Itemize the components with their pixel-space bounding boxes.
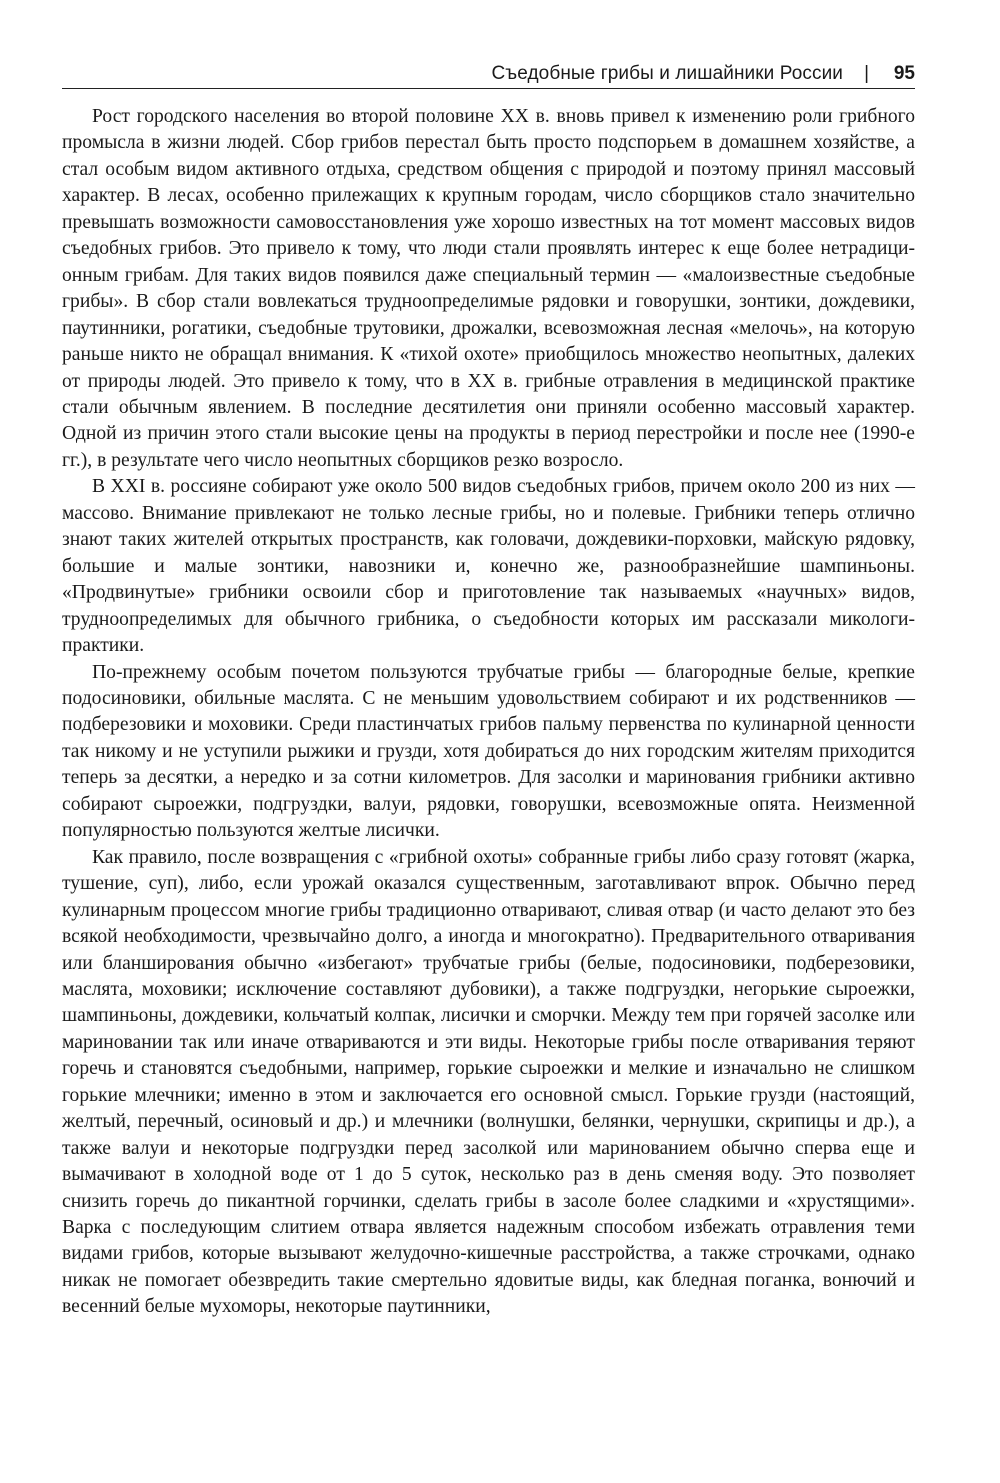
running-header-title: Съедобные грибы и лишайники России — [491, 63, 843, 84]
paragraph-4: Как правило, после возвращения с «грибной охоты» собранные грибы либо сразу готовят (жарка, тушение, суп), либо, если урожай оказался существенным, заготавливают впрок. Обычно перед кулинарным процессом многие грибы традиционно отваривают, сливая отвар (и часто делают это без всякой необходимости, чрезвычайно долго, а иногда и многократно). Предварительного отваривания или бланширования обычно «избегают» трубчатые грибы (белые, подосиновики, подберезовики, маслята, моховики; исключение составляют дубовики), а также подгруздки, негорькие сыроежки, шампиньоны, дождевики, кольчатый колпак, лисички и сморчки. Между тем при горячей засолке или мариновании так или иначе отвариваются и эти виды. Некоторые грибы после отваривания теряют горечь и становятся съедобными, например, горькие сыроежки и мелкие и изначально не слишком горькие млечники; именно в этом и заключается его основной смысл. Горькие грузди (настоящий, желтый, перечный, осиновый и др.) и млечники (волнушки, белянки, чернушки, скрипицы и др.), а также валуи и некоторые подгруздки перед засолкой или маринованием обычно сперва еще и вымачивают в холодной воде от 1 до 5 суток, несколько раз в день сменяя воду. Это позволяет снизить горечь до пикантной горчинки, сделать грибы в засоле более сладкими и «хрустящими». Варка с последующим слитием отвара является надежным способом избежать отравления теми видами грибов, которые вызывают желудочно-кишечные расстройства, а также строчками, однако никак не помогает обезвредить такие смертельно ядовитые виды, как бледная поганка, вонючий и весенний белые мухоморы, некоторые паутинники, — [62, 846, 915, 1318]
paragraph-1: Рост городского населения во второй половине XX в. вновь привел к изменению роли грибного промысла в жизни людей. Сбор грибов перестал быть просто подспорьем в домашнем хозяйстве, а стал особым видом активного отдыха, средством общения с природой и поэтому принял массовый характер. В лесах, особенно прилежащих к крупным городам, число сборщиков стало значительно превышать возможности самовосстановления уже хорошо известных на тот момент массовых видов съедобных грибов. Это привело к тому, что люди стали проявлять интерес к еще более нетрадиционным грибам. Для таких видов появился даже специальный термин — «малоизвестные съедобные грибы». В сбор стали вовлекаться трудноопределимые рядовки и говорушки, зонтики, дождевики, паутинники, рогатики, съедобные трутовики, дрожалки, всевозможная лесная «мелочь», на которую раньше никто не обращал внимания. К «тихой охоте» приобщилось множество неопытных, далеких от природы людей. Это привело к тому, что в XX в. грибные отравления в медицинской практике стали обычным явлением. В последние десятилетия они приняли особенно массовый характер. Одной из причин этого стали высокие цены на продукты в период перестройки и после нее (1990-е гг.), в результате чего число неопытных сборщиков резко возросло. — [62, 106, 915, 471]
running-header-separator: | — [864, 63, 869, 84]
paragraph-3: По-прежнему особым почетом пользуются трубчатые грибы — благородные белые, крепкие подосиновики, обильные маслята. С не меньшим удовольствием собирают и их родственников — подберезовики и моховики. Среди пластинчатых грибов пальму первенства по кулинарной ценности так никому и не уступили рыжики и грузди, хотя добираться до них городским жителям приходится теперь за десятки, а нередко и за сотни километров. Для засолки и маринования грибники активно собирают сыроежки, подгруздки, валуи, рядовки, говорушки, всевозможные опята. Неизменной популярностью пользуются желтые лисички. — [62, 661, 915, 842]
running-header — [62, 62, 915, 89]
paragraph-2: В XXI в. россияне собирают уже около 500 видов съедобных грибов, причем около 200 из них — массово. Внимание привлекают не только лесные грибы, но и полевые. Грибники теперь отлично знают таких жителей открытых пространств, как головачи, дождевики-порховки, майскую рядовку, большие и малые зонтики, навозники и, конечно же, разнообразнейшие шампиньоны. «Продвинутые» грибники освоили сбор и приготовление так называемых «научных» видов, трудноопределимых для обычного грибника, о съедобности которых им рассказали микологи-практики. — [62, 476, 915, 657]
body-text — [62, 104, 915, 1321]
page-number: 95 — [893, 63, 915, 84]
